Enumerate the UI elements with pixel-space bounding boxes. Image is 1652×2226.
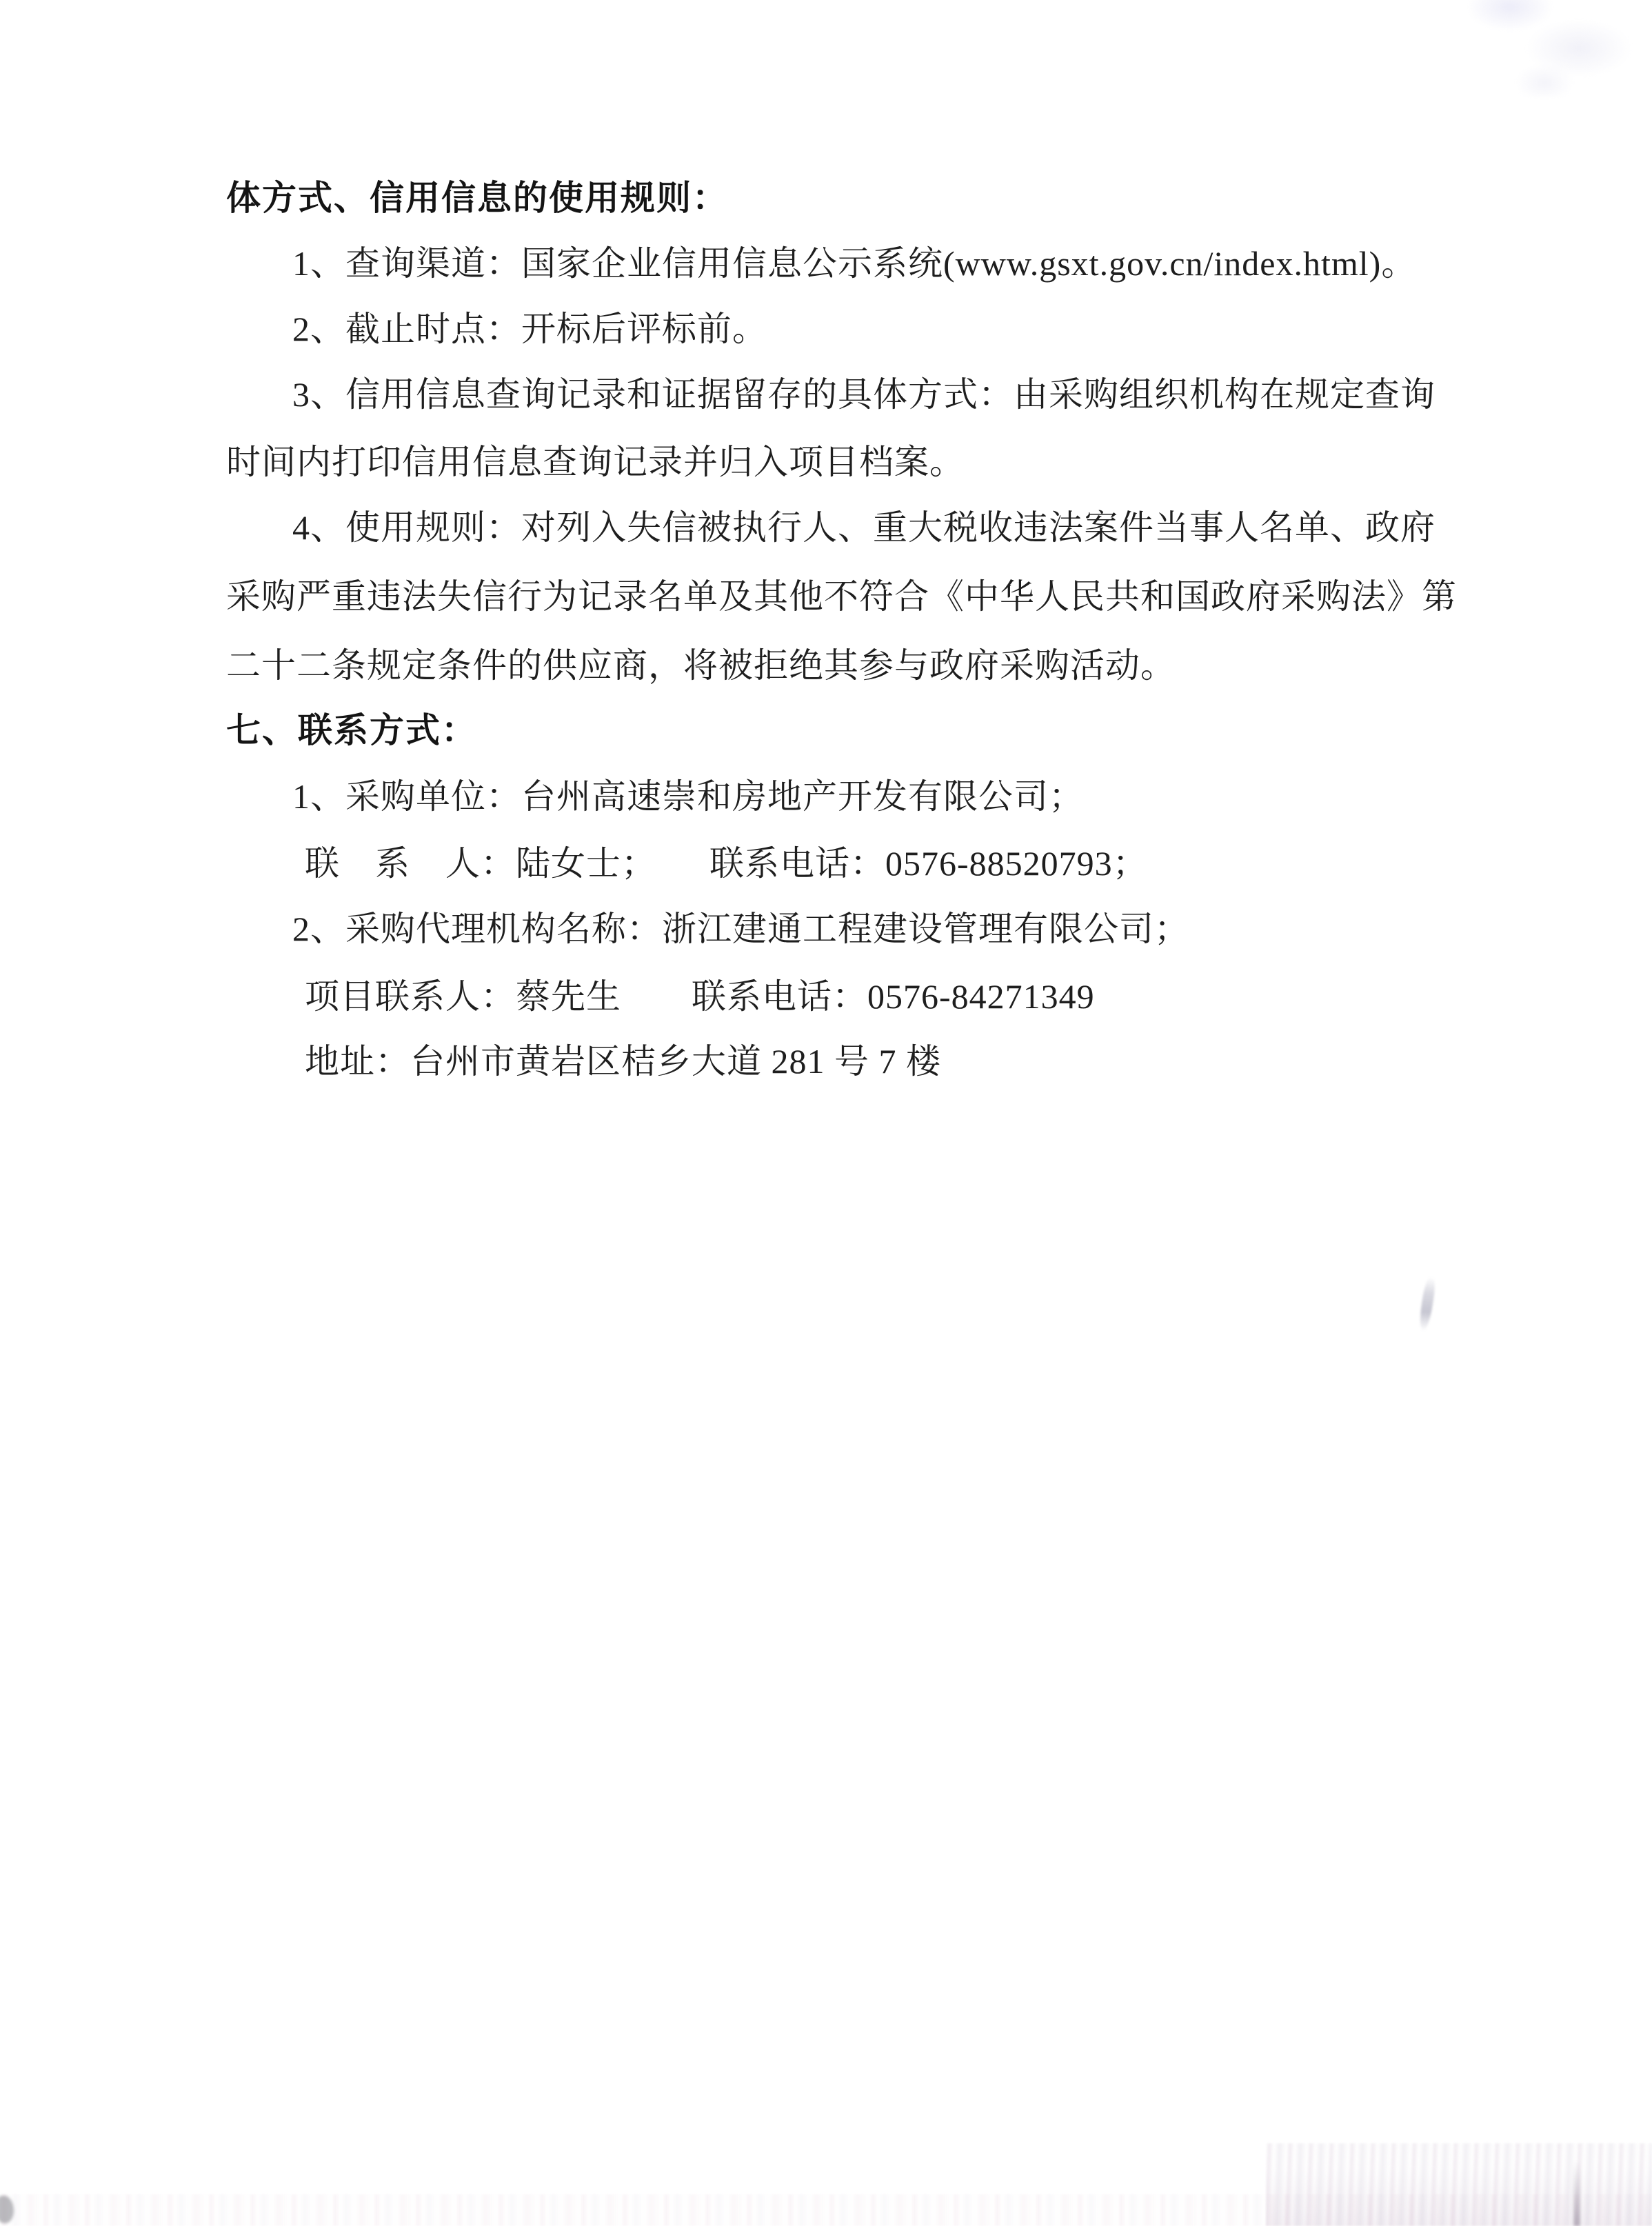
credit-rule-item-4-line-3: 二十二条规定条件的供应商，将被拒绝其参与政府采购活动。 bbox=[226, 646, 1176, 685]
contact-purchaser-person-phone: 联 系 人：陆女士； 联系电话：0576-88520793； bbox=[305, 844, 1148, 883]
credit-rule-item-4-line-2: 采购严重违法失信行为记录名单及其他不符合《中华人民共和国政府采购法》第 bbox=[226, 577, 1457, 616]
credit-rule-item-3-line-1: 3、信用信息查询记录和证据留存的具体方式：由采购组织机构在规定查询 bbox=[292, 375, 1436, 414]
credit-rule-item-2: 2、截止时点：开标后评标前。 bbox=[292, 310, 767, 348]
credit-rule-item-4-line-1: 4、使用规则：对列入失信被执行人、重大税收违法案件当事人名单、政府 bbox=[292, 508, 1436, 547]
contact-agency-line: 2、采购代理机构名称：浙江建通工程建设管理有限公司； bbox=[292, 910, 1189, 948]
scan-smudge-top-right bbox=[1469, 0, 1652, 97]
section-heading-credit-rules: 体方式、信用信息的使用规则： bbox=[226, 179, 728, 217]
scan-streak-bottom-right-edge bbox=[1573, 2160, 1580, 2226]
contact-agency-address: 地址：台州市黄岩区桔乡大道 281 号 7 楼 bbox=[305, 1042, 941, 1081]
scan-mark-mid-right bbox=[1418, 1276, 1437, 1331]
scan-streaks-bottom-right bbox=[1266, 2143, 1652, 2226]
section-heading-contact: 七、联系方式： bbox=[226, 711, 477, 750]
credit-rule-item-3-line-2: 时间内打印信用信息查询记录并归入项目档案。 bbox=[226, 443, 965, 481]
contact-agency-person-phone: 项目联系人：蔡先生 联系电话：0576-84271349 bbox=[305, 977, 1095, 1016]
credit-rule-item-1: 1、查询渠道：国家企业信用信息公示系统(www.gsxt.gov.cn/index.html)。 bbox=[292, 244, 1417, 283]
contact-purchaser-line: 1、采购单位：台州高速崇和房地产开发有限公司； bbox=[292, 777, 1084, 816]
